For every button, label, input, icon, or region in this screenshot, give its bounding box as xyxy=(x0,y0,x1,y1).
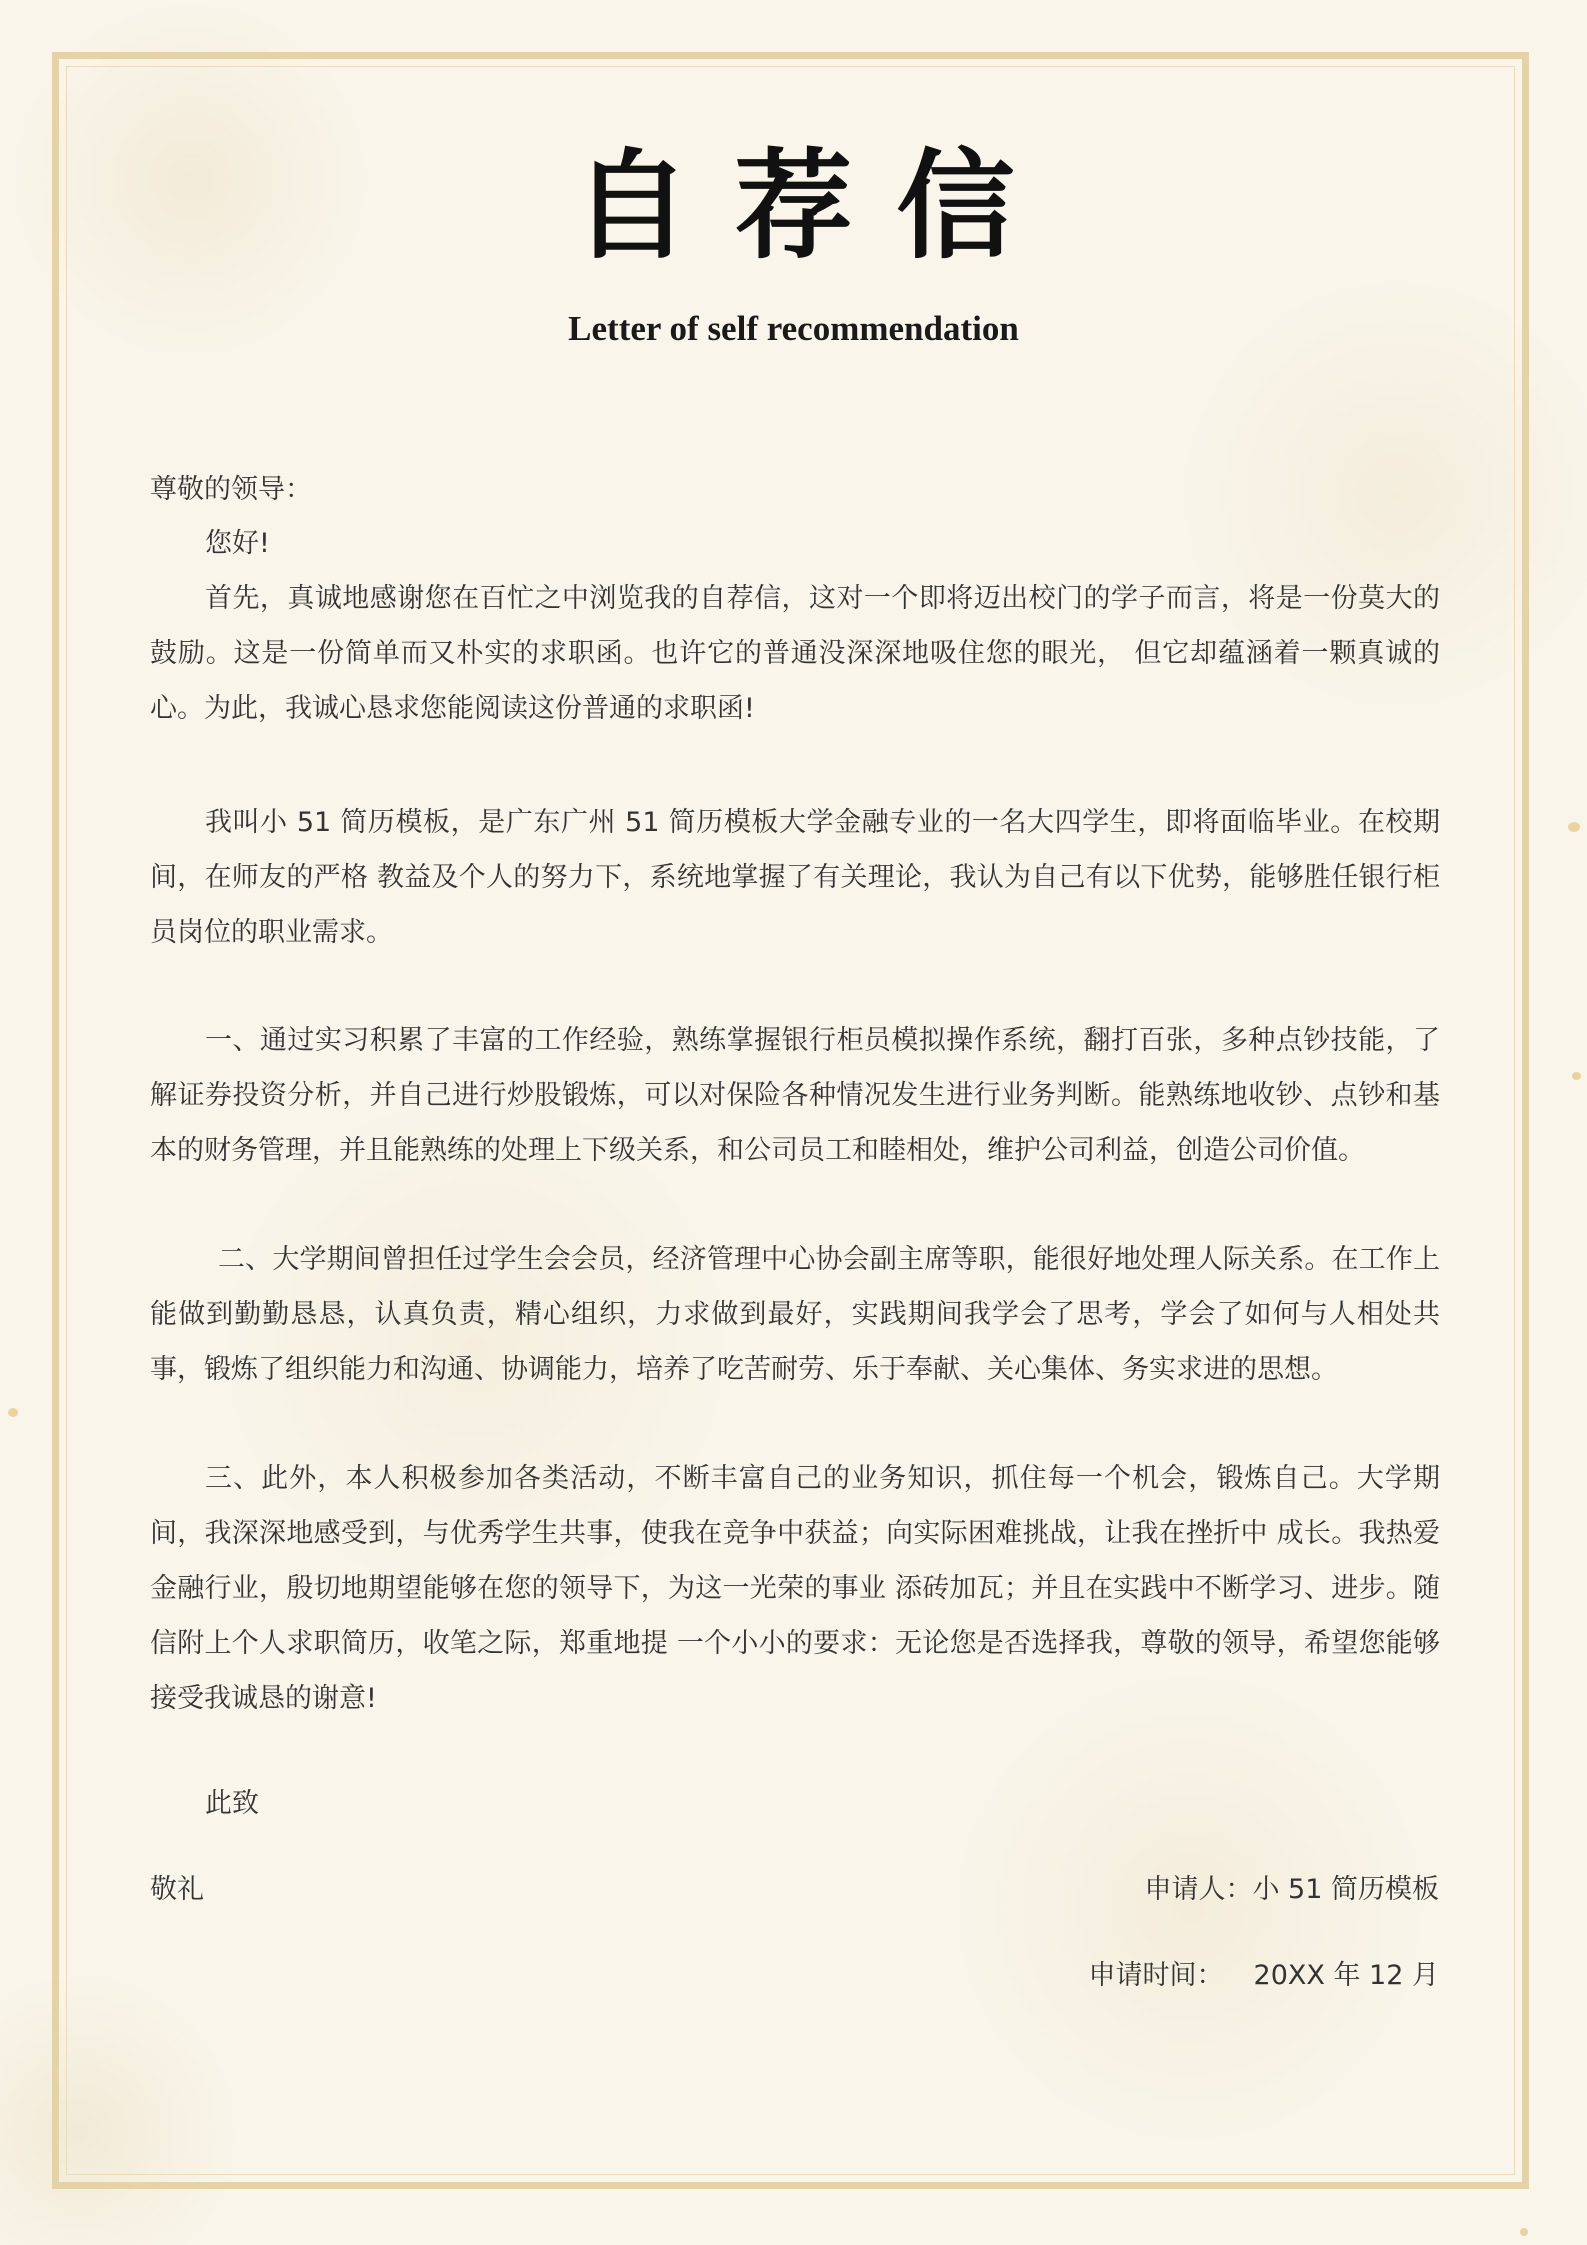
paper-stain xyxy=(1520,2228,1528,2236)
paper-stain xyxy=(1572,1072,1581,1080)
paper-stain xyxy=(8,1408,18,1417)
application-date xyxy=(1089,1948,1439,2003)
paper-stain xyxy=(1568,822,1580,832)
letter-title: 自荐信 xyxy=(572,136,1059,275)
paragraph-advantage-three: 三、此外，本人积极参加各类活动，不断丰富自己的业务知识，抓住每一个机会，锻炼自己。大学期间，我深深地感受到，与优秀学生共事，使我在竞争中获益；向实际困难挑战，让我在挫折中 成长。我热爱金融行业，殷切地期望能够在您的领导下，为这一光荣的事业 添砖加瓦；并且在实践中不断学习、进步。随信附上个人求职简历，收笔之际，郑重地提 一个小小的要求：无论您是否选择我，尊敬的领导，希望您能够接受我诚恳的谢意! xyxy=(150,1463,1440,1714)
paragraph-advantage-one: 一、通过实习积累了丰富的工作经验，熟练掌握银行柜员模拟操作系统，翻打百张，多种点钞技能，了解证券投资分析，并自己进行炒股锻炼，可以对保险各种情况发生进行业务判断。能熟练地收钞、点钞和基本的财务管理，并且能熟练的处理上下级关系，和公司员工和睦相处，维护公司利益，创造公司价值。 xyxy=(150,1025,1440,1166)
applicant-label: 申请人： xyxy=(1144,1874,1253,1905)
greeting: 尊敬的领导： xyxy=(150,474,312,505)
paragraph-advantage-two: 二、大学期间曾担任过学生会会员，经济管理中心协会副主席等职，能很好地处理人际关系。在工作上能做到勤勤恳恳，认真负责，精心组织，力求做到最好，实践期间我学会了思考，学会了如何与人相处共事，锻炼了组织能力和沟通、协调能力，培养了吃苦耐劳、乐于奉献、关心集体、务实求进的思想。 xyxy=(150,1244,1440,1385)
hello-line: 您好! xyxy=(205,528,270,559)
salutation: 敬礼 xyxy=(150,1874,204,1905)
paragraph-self-intro: 我叫小 51 简历模板，是广东广州 51 简历模板大学金融专业的一名大四学生，即将面临毕业。在校期间，在师友的严格 教益及个人的努力下，系统地掌握了有关理论，我认为自己有以下优势，能够胜任银行柜员岗位的职业需求。 xyxy=(150,807,1440,948)
paragraph-intro: 首先，真诚地感谢您在百忙之中浏览我的自荐信，这对一个即将迈出校门的学子而言，将是一份莫大的鼓励。这是一份简单而又朴实的求职函。也许它的普通没深深地吸住您的眼光， 但它却蕴涵着一颗真诚的心。为此，我诚心恳求您能阅读这份普通的求职函! xyxy=(150,583,1440,724)
letter-subtitle: Letter of self recommendation xyxy=(568,309,1019,348)
date-value: 20XX 年 12 月 xyxy=(1253,1960,1439,1991)
applicant-name: 小 51 简历模板 xyxy=(1252,1874,1439,1905)
closing-line: 此致 xyxy=(205,1788,259,1819)
applicant-signature xyxy=(1144,1862,1439,1917)
date-label: 申请时间： xyxy=(1088,1960,1224,1991)
